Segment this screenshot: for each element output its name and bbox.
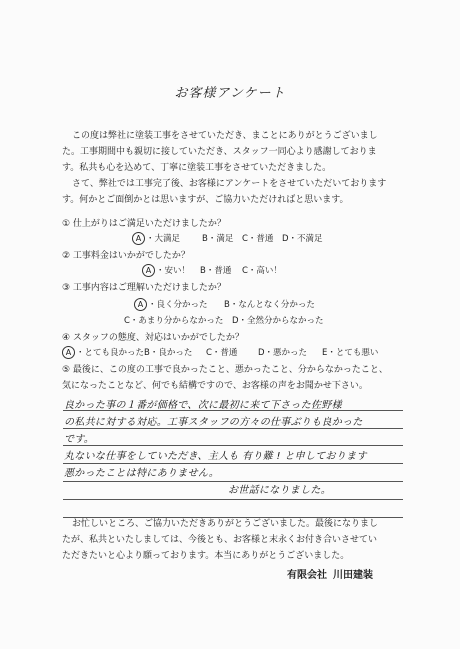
- closing-line: ただきたいと心より願っております。本当にありがとうございました。: [62, 551, 350, 561]
- closing-text: [62, 516, 402, 564]
- q4-option-b: B・良かった: [144, 348, 193, 358]
- company-type: 有限会社: [287, 570, 327, 581]
- selected-answer-circle: A: [134, 298, 147, 311]
- company-signature: [287, 566, 379, 581]
- page-title: お客様アンケート: [174, 86, 286, 101]
- q3-option-a: A ・良く分かった: [134, 298, 208, 311]
- q1-option-a: A ・大満足: [132, 232, 180, 245]
- intro-line: さて、弊社では工事完了後、お客様にアンケートをさせていただいております: [72, 179, 387, 189]
- intro-line: す。何かとご面倒かとは思いますが、ご協力いただければと思います。: [62, 195, 349, 205]
- q4-option-a: A ・とても良かった: [62, 346, 144, 359]
- q3-option-b: B・なんとなく分かった: [224, 300, 315, 310]
- question-5-line-1: ⑤ 最後に、この度の工事で良かったこと、悪かったこと、分からなかったこと、: [62, 365, 388, 375]
- q2-option-c: C・高い！: [242, 266, 282, 276]
- q4-option-d: D・悪かった: [258, 348, 308, 358]
- closing-line: お忙しいところ、ご協力いただきありがとうございました。最後になりまし: [72, 519, 379, 529]
- selected-answer-circle: A: [132, 232, 145, 245]
- q4-option-e: E・とても悪い: [322, 348, 379, 358]
- handwritten-answer-line: の私共に対する対応。工事スタッフの方々の仕事ぶりも良かった: [64, 417, 363, 428]
- handwritten-answer-line: です。: [64, 434, 95, 445]
- q1-option-c: C・普通: [242, 234, 274, 244]
- company-name: 川田建装: [333, 570, 373, 581]
- handwritten-answer-line: 丸ないな仕事をしていただき、主人も 有り難 ! と申しております: [64, 451, 367, 462]
- q3-option-c: C・あまり分からなかった: [124, 316, 224, 326]
- question-1: ① 仕上がりはご満足いただけましたか？: [62, 219, 226, 229]
- answer-line: [63, 429, 403, 447]
- closing-line: たが、私共といたしましては、今後とも、お客様と末永くお付き合いさせてい: [62, 535, 378, 545]
- answer-line: [63, 500, 403, 518]
- selected-answer-circle: A: [142, 264, 155, 277]
- intro-text: [62, 128, 402, 208]
- intro-line: この度は弊社に塗装工事をさせていただき、まことにありがとうございまし: [72, 131, 378, 141]
- selected-answer-circle: A: [62, 346, 75, 359]
- intro-line: す。私共も心を込めて、丁寧に塗装工事をさせていただきました。: [62, 163, 332, 173]
- handwritten-answer-line: 悪かったことは特にありません。: [64, 468, 220, 479]
- q3-option-d: D・全然分からなかった: [232, 316, 324, 326]
- handwritten-answer-line: 良かった事の１番が価格で、次に最初に来て下さった佐野様: [64, 400, 342, 411]
- question-5-line-2: 気になったことなど、何でも結構ですので、お客様の声をお聞かせ下さい。: [62, 381, 368, 391]
- q1-option-b: B・満足: [202, 234, 234, 244]
- q4-option-c: C・普通: [206, 348, 238, 358]
- q2-option-b: B・普通: [200, 266, 232, 276]
- question-2: ② 工事料金はいかがでしたか？: [62, 251, 190, 261]
- handwritten-answer-line: お世話になりました。: [228, 485, 331, 496]
- q2-option-a: A ・安い！: [142, 264, 190, 277]
- intro-line: た。工事期間中も親切に接していただき、スタッフ一同心より感謝しておりま: [62, 147, 377, 157]
- q1-option-d: D・不満足: [282, 234, 323, 244]
- question-3: ③ 工事内容はご理解いただけましたか？: [62, 283, 226, 293]
- question-4: ④ スタッフの態度、対応はいかがでしたか？: [62, 333, 244, 343]
